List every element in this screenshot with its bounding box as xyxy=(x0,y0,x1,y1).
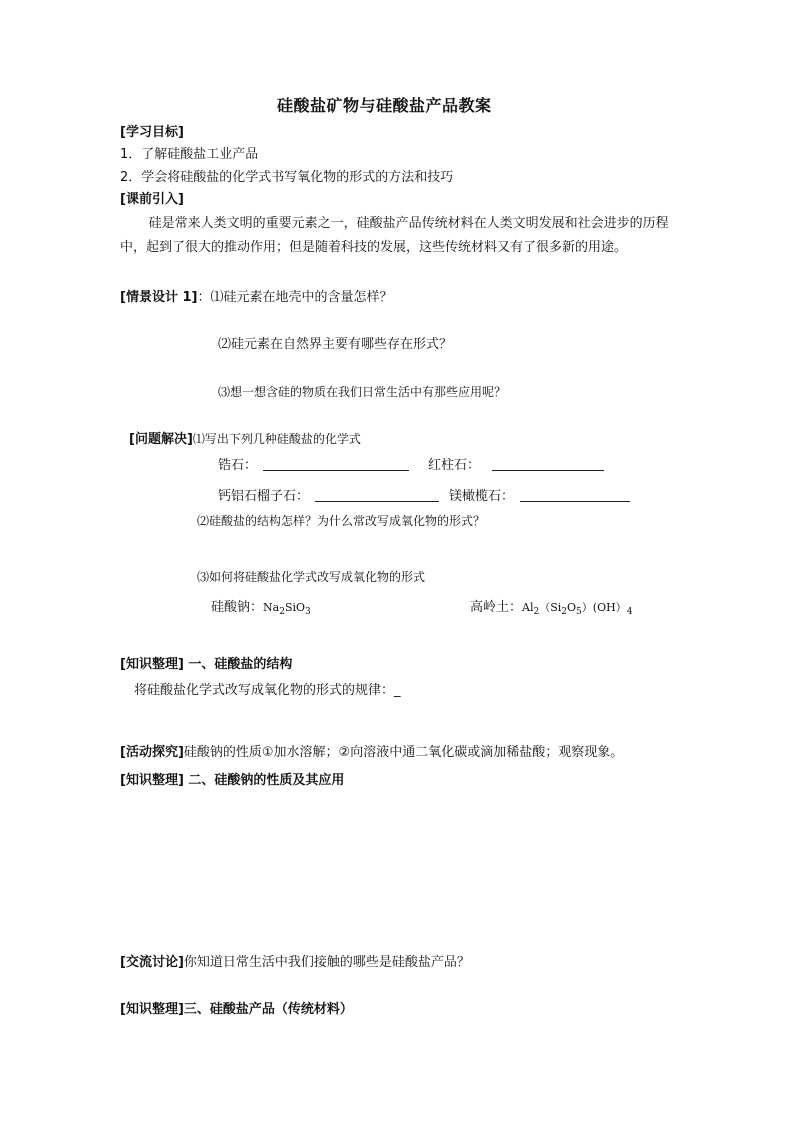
scenario-heading: [情景设计 1] xyxy=(120,290,198,305)
mineral-label-andalusite: 红柱石： xyxy=(428,458,481,473)
knowledge-1-rule: 将硅酸盐化学式改写成氧化物的形式的规律：_ xyxy=(134,683,401,698)
scenario-line xyxy=(120,289,393,307)
activity-line xyxy=(120,744,623,762)
objective-item-1: 1．了解硅酸盐工业产品 xyxy=(120,147,259,162)
discussion-line xyxy=(120,954,470,972)
example-kaolinite xyxy=(470,599,632,621)
document-title: 硅酸盐矿物与硅酸盐产品教案 xyxy=(277,96,492,115)
formula-sodium-silicate: $Na_2SiO_3$ xyxy=(263,601,311,618)
knowledge-2-title: 二、硅酸钠的性质及其应用 xyxy=(183,773,345,788)
knowledge-3-heading: [知识整理] xyxy=(120,1002,184,1017)
knowledge-1-heading: [知识整理] xyxy=(120,657,184,672)
knowledge-3-line xyxy=(120,1001,353,1019)
mineral-label-forsterite: 镁橄榄石： xyxy=(449,489,515,504)
problem-question-3: ⑶如何将硅酸盐化学式改写成氧化物的形式 xyxy=(197,570,426,584)
answer-blank-grossular[interactable] xyxy=(315,487,439,502)
scenario-colon: ： xyxy=(197,290,211,305)
mineral-row-2 xyxy=(428,456,604,475)
intro-heading: [课前引入] xyxy=(120,192,184,207)
mineral-label-grossular: 钙铝石榴子石： xyxy=(218,489,310,504)
problem-line xyxy=(129,430,361,449)
mineral-row-3 xyxy=(218,487,439,506)
example-sodium-silicate xyxy=(211,599,311,621)
answer-blank-andalusite[interactable] xyxy=(492,456,604,471)
discussion-text: 你知道日常生活中我们接触的哪些是硅酸盐产品？ xyxy=(183,955,470,970)
mineral-label-zircon: 锆石： xyxy=(218,458,258,473)
knowledge-1-line xyxy=(120,656,292,674)
problem-question-2: ⑵硅酸盐的结构怎样？为什么常改写成氧化物的形式？ xyxy=(197,514,486,528)
scenario-question-1: ⑴硅元素在地壳中的含量怎样？ xyxy=(210,290,393,305)
knowledge-2-heading: [知识整理] xyxy=(120,773,184,788)
scenario-question-3: ⑶想一想含硅的物质在我们日常生活中有那些应用呢？ xyxy=(218,385,507,399)
mineral-row-1 xyxy=(218,456,409,475)
discussion-heading: [交流讨论] xyxy=(120,955,184,970)
activity-text: 硅酸钠的性质①加水溶解；②向溶液中通二氧化碳或滴加稀盐酸；观察现象。 xyxy=(183,745,624,760)
knowledge-2-line xyxy=(120,772,344,790)
problem-heading: [问题解决] xyxy=(129,432,193,447)
example-2-label: 高岭土： xyxy=(470,600,523,615)
knowledge-3-title: 三、硅酸盐产品（传统材料） xyxy=(183,1002,353,1017)
scenario-question-2: ⑵硅元素在自然界主要有哪些存在形式？ xyxy=(218,337,453,352)
objective-item-2: 2．学会将硅酸盐的化学式书写氧化物的形式的方法和技巧 xyxy=(120,170,454,185)
example-1-label: 硅酸钠： xyxy=(211,600,264,615)
intro-paragraph: 硅是常来人类文明的重要元素之一，硅酸盐产品传统材料在人类文明发展和社会进步的历程中，起到了很大的推动作用；但是随着科技的发展，这些传统材料又有了很多新的用途。 xyxy=(120,216,669,255)
problem-question-1: ⑴写出下列几种硅酸盐的化学式 xyxy=(192,432,361,446)
activity-heading: [活动探究] xyxy=(120,745,184,760)
formula-kaolinite: $Al_2(Si_2O_5)(OH)_4$ xyxy=(522,601,633,618)
knowledge-1-title: 一、硅酸盐的结构 xyxy=(183,657,293,672)
answer-blank-zircon[interactable] xyxy=(263,456,409,471)
answer-blank-forsterite[interactable] xyxy=(520,487,630,502)
mineral-row-4 xyxy=(449,487,630,506)
objectives-heading: [学习目标] xyxy=(120,125,184,140)
